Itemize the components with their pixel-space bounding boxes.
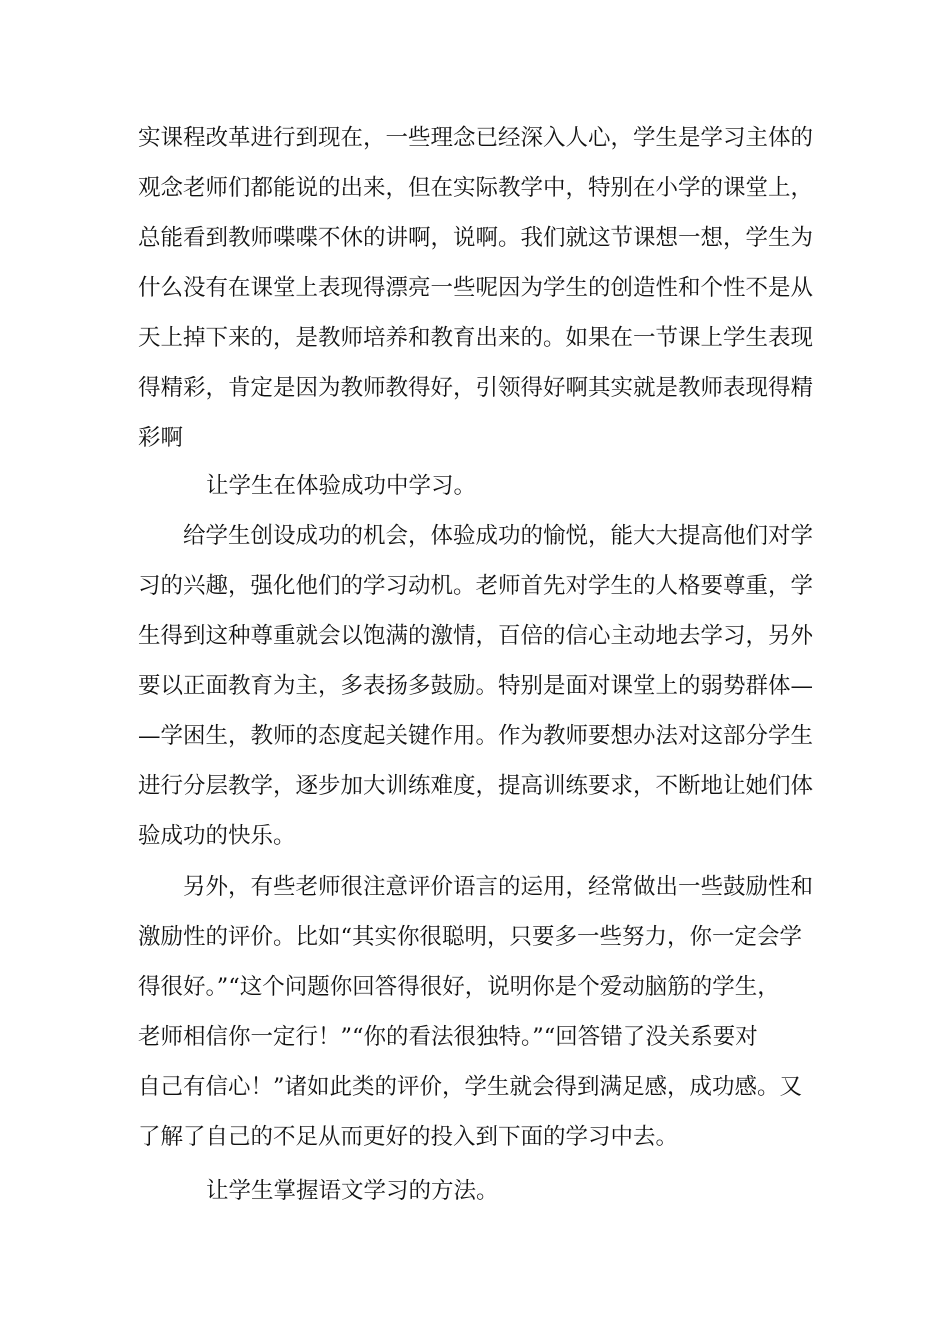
paragraph-curriculum-reform [138,113,818,463]
section-heading: 让学生掌握语文学习的方法。 [206,1178,499,1204]
paragraph-line: 老师相信你一定行！”“你的看法很独特。”“回答错了没关系要对 [138,1024,758,1050]
paragraph-line: 要以正面教育为主，多表扬多鼓励。特别是面对课堂上的弱势群体— [138,673,814,699]
paragraph-line: 激励性的评价。比如“其实你很聪明，只要多一些努力，你一定会学 [138,924,803,950]
paragraph-line: 得很好。”“这个问题你回答得很好，说明你是个爱动脑筋的学生， [138,974,780,1000]
paragraph-line: 观念老师们都能说的出来，但在实际教学中，特别在小学的课堂上， [138,175,814,201]
paragraph-line: 实课程改革进行到现在，一些理念已经深入人心，学生是学习主体的 [138,125,814,151]
paragraph-line: —学困生，教师的态度起关键作用。作为教师要想办法对这部分学生 [138,723,814,749]
section-heading: 让学生在体验成功中学习。 [206,473,477,499]
paragraph-line: 自己有信心！”诸如此类的评价，学生就会得到满足感，成功感。又 [138,1074,803,1100]
paragraph-line: 验成功的快乐。 [138,823,296,849]
paragraph-line: 另外，有些老师很注意评价语言的运用，经常做出一些鼓励性和 [138,874,814,900]
paragraph-line: 习的兴趣，强化他们的学习动机。老师首先对学生的人格要尊重，学 [138,573,814,599]
paragraph-line: 天上掉下来的，是教师培养和教育出来的。如果在一节课上学生表现 [138,325,814,351]
paragraph-line: 总能看到教师喋喋不休的讲啊，说啊。我们就这节课想一想，学生为 [138,225,814,251]
paragraph-line: 什么没有在课堂上表现得漂亮一些呢因为学生的创造性和个性不是从 [138,275,814,301]
section-heading-success-experience [206,461,886,511]
paragraph-line: 生得到这种尊重就会以饱满的激情，百倍的信心主动地去学习，另外 [138,623,814,649]
section-heading-learning-methods [206,1166,886,1216]
paragraph-evaluation-language [138,862,818,1162]
paragraph-success-opportunity [138,511,818,861]
paragraph-line: 彩啊 [138,425,184,451]
paragraph-line: 了解了自己的不足从而更好的投入到下面的学习中去。 [138,1124,679,1150]
paragraph-line: 给学生创设成功的机会，体验成功的愉悦，能大大提高他们对学 [138,523,814,549]
paragraph-line: 得精彩，肯定是因为教师教得好，引领得好啊其实就是教师表现得精 [138,375,814,401]
paragraph-line: 进行分层教学，逐步加大训练难度，提高训练要求，不断地让她们体 [138,773,814,799]
